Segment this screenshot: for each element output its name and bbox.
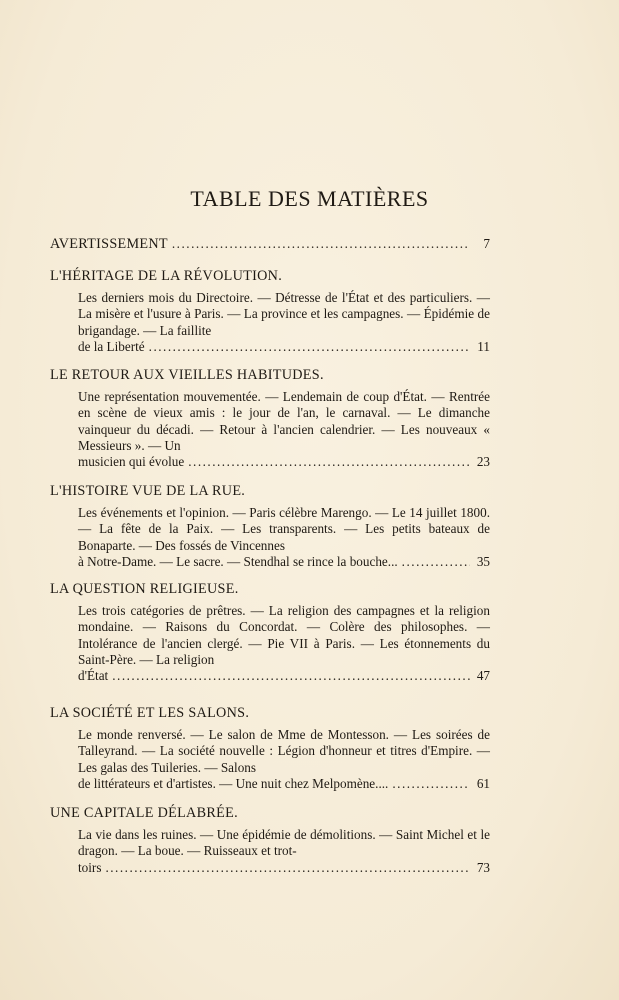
section-summary: [78, 603, 490, 684]
summary-text: Les trois catégories de prêtres. — La religion des campagnes et la religion mondaine. — Raisons du Concordat. — Colère des philosophes. — Intolérance de l'ancien clergé. — Pie VII à Paris. — Les étonnements du Saint-Père. — La religion: [78, 603, 490, 667]
summary-last-line: d'État: [78, 668, 109, 684]
dot-leader: [149, 339, 470, 355]
summary-text: Les derniers mois du Directoire. — Détresse de l'État et des particuliers. — La misère et l'usure à Paris. — La province et les campagnes. — Épidémie de brigandage. — La faillite: [78, 290, 490, 338]
dot-leader: [172, 236, 470, 252]
section-title: LA QUESTION RELIGIEUSE.: [50, 581, 239, 597]
section-summary: [78, 827, 490, 876]
section-title: LA SOCIÉTÉ ET LES SALONS.: [50, 705, 250, 721]
dot-leader: [188, 454, 470, 470]
page-number: 7: [483, 236, 490, 251]
page-number: 23: [476, 454, 490, 470]
page-number: 73: [476, 859, 490, 875]
summary-text: La vie dans les ruines. — Une épidémie de démolitions. — Saint Michel et le dragon. — La boue. — Ruisseaux et trot-: [78, 827, 490, 859]
toc-section[interactable]: [50, 805, 490, 876]
section-summary: [78, 727, 490, 792]
page-number: 47: [476, 668, 490, 684]
section-title: L'HISTOIRE VUE DE LA RUE.: [50, 483, 246, 499]
page-number: 11: [477, 338, 490, 354]
page-title: TABLE DES MATIÈRES: [190, 186, 429, 211]
summary-text: Le monde renversé. — Le salon de Mme de Montesson. — Les soirées de Talleyrand. — La société nouvelle : Légion d'honneur et titres d'Empire. — Les galas des Tuileries. — Salons: [78, 727, 490, 775]
toc-section[interactable]: [50, 483, 490, 570]
toc-entry-avertissement[interactable]: [50, 236, 490, 252]
section-title: L'HÉRITAGE DE LA RÉVOLUTION.: [50, 268, 283, 284]
section-summary: [78, 389, 490, 470]
section-title: UNE CAPITALE DÉLABRÉE.: [50, 805, 238, 821]
toc-section[interactable]: [50, 705, 490, 792]
toc-section[interactable]: [50, 367, 490, 470]
summary-last-line: à Notre-Dame. — Le sacre. — Stendhal se rince la bouche...: [78, 553, 398, 569]
summary-text: Une représentation mouvementée. — Lendemain de coup d'État. — Rentrée en scène de vieux amis : le jour de l'an, le carnaval. — Le dimanche vainqueur du décadi. — Retour à l'ancien calendrier. — Les nouveaux « Messieurs ». — Un: [78, 389, 490, 453]
dot-leader: [402, 554, 470, 570]
entry-label: AVERTISSEMENT: [50, 236, 168, 252]
section-summary: [78, 505, 490, 570]
summary-text: Les événements et l'opinion. — Paris célèbre Marengo. — Le 14 juillet 1800. — La fête de la Paix. — Les transparents. — Les petits bateaux de Bonaparte. — Des fossés de Vincennes: [78, 505, 490, 553]
section-title: LE RETOUR AUX VIEILLES HABITUDES.: [50, 367, 324, 383]
section-summary: [78, 290, 490, 355]
toc-section[interactable]: [50, 581, 490, 684]
summary-last-line: de littérateurs et d'artistes. — Une nuit chez Melpomène....: [78, 775, 389, 791]
page-number: 35: [476, 553, 490, 569]
toc-section[interactable]: [50, 268, 490, 355]
dot-leader: [112, 668, 470, 684]
dot-leader: [105, 860, 470, 876]
dot-leader: [392, 776, 470, 792]
summary-last-line: toirs: [78, 859, 102, 875]
summary-last-line: musicien qui évolue: [78, 454, 185, 470]
summary-last-line: de la Liberté: [78, 338, 145, 354]
page-number: 61: [476, 775, 490, 791]
